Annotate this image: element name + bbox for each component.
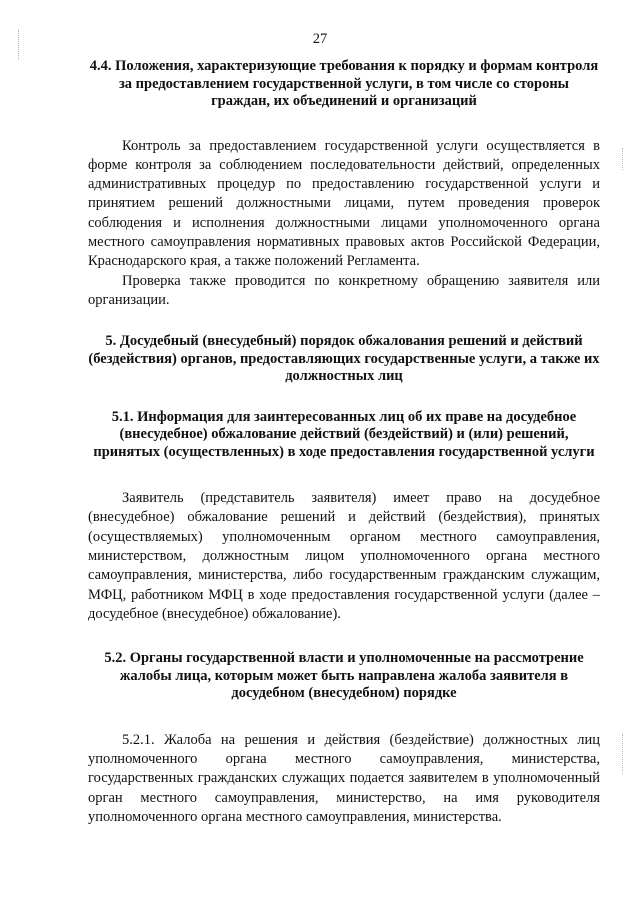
section-5-heading: 5. Досудебный (внесудебный) порядок обжалования решений и действий (бездействия) органов, предоставляющих государственные услуги, а также их должностных лиц: [88, 333, 600, 385]
margin-scan-mark: [622, 148, 625, 170]
section-5-1-heading: 5.1. Информация для заинтересованных лиц об их праве на досудебное (внесудебное) обжалование действий (бездействий) и (или) решений, принятых (осуществленных) в ходе предоставления государственной услуги: [93, 408, 595, 460]
section-5-2-heading: 5.2. Органы государственной власти и уполномоченные на рассмотрение жалобы лица, которым может быть направлена жалоба заявителя в досудебном (внесудебном) порядке: [104, 650, 584, 702]
section-4-4-paragraph-1: Контроль за предоставлением государственной услуги осуществляется в форме контроля за соблюдением последовательности действий, определенных административных процедур по предоставлению государственной услуги и принятием решений должностными лицами, путем проведения проверок соблюдения и исполнения должностными лицами уполномоченного органа местного самоуправления нормативных правовых актов Российской Федерации, Краснодарского края, а также положений Регламента.: [88, 137, 600, 270]
section-4-4-paragraph-2: Проверка также проводится по конкретному обращению заявителя или организации.: [88, 272, 600, 308]
section-4-4-heading: 4.4. Положения, характеризующие требования к порядку и формам контроля за предоставлением государственной услуги, в том числе со стороны граждан, их объединений и организаций: [89, 58, 599, 109]
page-number: 27: [312, 31, 328, 47]
margin-scan-mark: [622, 734, 625, 774]
section-5-1-paragraph: Заявитель (представитель заявителя) имеет право на досудебное (внесудебное) обжалование решений и действий (бездействия), принятых (осуществляемых) уполномоченным органом местного самоуправления, министерством, должностным лицом уполномоченного органа местного самоуправления, министерства, либо государственным гражданским служащим, МФЦ, работником МФЦ в ходе предоставления государственной услуги (далее – досудебное (внесудебное) обжалование).: [88, 490, 600, 622]
margin-scan-mark: [18, 30, 21, 60]
section-5-2-1-paragraph: 5.2.1. Жалоба на решения и действия (бездействие) должностных лиц уполномоченного органа местного самоуправления, министерства, государственных гражданских служащих подается заявителем в уполномоченный орган местного самоуправления, министерство, на имя руководителя уполномоченного органа местного самоуправления, министерства.: [88, 731, 600, 825]
document-body: [88, 58, 600, 827]
